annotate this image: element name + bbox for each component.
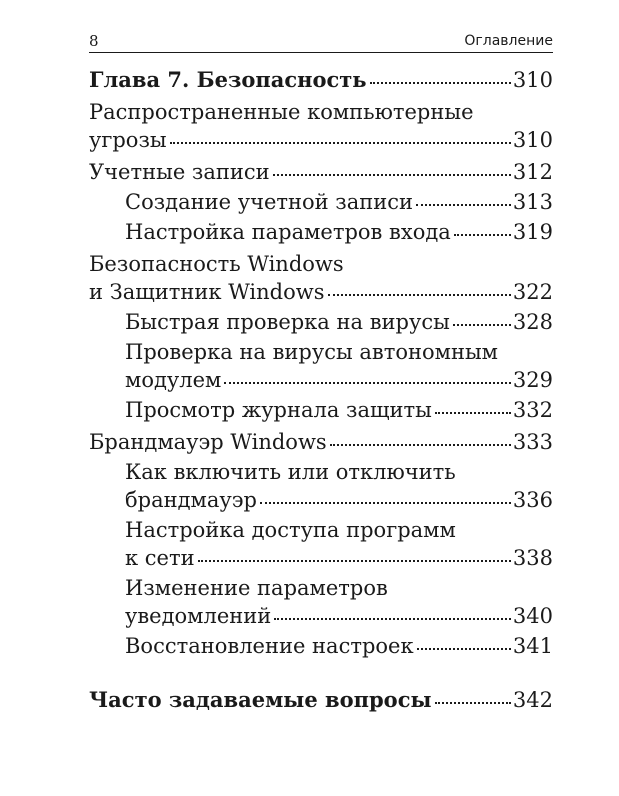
toc-entry-page: 312 <box>512 160 553 184</box>
toc-entry-row <box>125 602 553 630</box>
toc-entry-title: Создание учетной записи <box>125 190 414 214</box>
toc-entry-row <box>125 218 553 246</box>
toc-entry-title-line1: Безопасность Windows <box>89 252 344 276</box>
toc-entry-title: угрозы <box>89 128 167 152</box>
toc-entry-row <box>89 66 553 94</box>
toc-entry-page: 332 <box>512 398 553 422</box>
dot-leader <box>170 142 511 144</box>
toc-entry-page: 328 <box>512 310 553 334</box>
dot-leader <box>454 234 511 236</box>
toc-entry-title: модулем <box>125 368 222 392</box>
dot-leader <box>198 560 511 562</box>
toc-entry-title: Быстрая проверка на вирусы <box>125 310 450 334</box>
dot-leader <box>330 444 511 446</box>
dot-leader <box>417 648 511 650</box>
toc-entry-row <box>89 686 553 714</box>
toc-entry-row <box>89 158 553 186</box>
toc-entry-title-line1: Как включить или отключить <box>125 460 456 484</box>
toc-entry[interactable] <box>89 632 553 660</box>
toc-entry-row <box>125 486 553 514</box>
toc-entry-page: 319 <box>512 220 553 244</box>
toc-entry-row <box>89 126 553 154</box>
toc-entry[interactable] <box>89 396 553 424</box>
toc-entry[interactable] <box>89 308 553 336</box>
toc-entry[interactable] <box>89 458 553 514</box>
toc-entry-page: 342 <box>512 688 553 712</box>
dot-leader <box>260 502 511 504</box>
toc-entry[interactable] <box>89 338 553 394</box>
dot-leader <box>435 412 511 414</box>
dot-leader <box>416 204 511 206</box>
toc-entry-page: 341 <box>512 634 553 658</box>
dot-leader <box>224 382 511 384</box>
toc-entry[interactable] <box>89 66 553 94</box>
toc-entry-page: 310 <box>512 128 553 152</box>
toc-entry[interactable] <box>89 428 553 456</box>
toc-entry-title: уведомлений <box>125 604 272 628</box>
dot-leader <box>328 294 511 296</box>
toc-entry-page: 322 <box>512 280 553 304</box>
toc-entry[interactable] <box>89 188 553 216</box>
toc-entry[interactable] <box>89 574 553 630</box>
dot-leader <box>453 324 511 326</box>
toc-entry-title-line1: Настройка доступа программ <box>125 518 456 542</box>
page-header <box>89 32 553 53</box>
toc-entry[interactable] <box>89 516 553 572</box>
toc-entry-row <box>125 396 553 424</box>
toc-entry-row <box>89 428 553 456</box>
toc-entry-title: к сети <box>125 546 195 570</box>
toc-entry-title: Учетные записи <box>89 160 270 184</box>
toc-entry-title-line1: Распространенные компьютерные <box>89 100 474 124</box>
toc-entry-row <box>125 632 553 660</box>
toc-entry-page: 313 <box>512 190 553 214</box>
toc-entry-page: 336 <box>512 488 553 512</box>
toc-entry-row <box>125 544 553 572</box>
toc-entry-title-line1: Изменение параметров <box>125 576 388 600</box>
toc-entry-title: и Защитник Windows <box>89 280 325 304</box>
dot-leader <box>370 82 511 84</box>
toc-entry-title: Настройка параметров входа <box>125 220 451 244</box>
toc-entry-page: 310 <box>512 68 553 92</box>
table-of-contents <box>89 64 553 714</box>
dot-leader <box>274 618 511 620</box>
toc-entry-page: 340 <box>512 604 553 628</box>
toc-entry-page: 333 <box>512 430 553 454</box>
toc-entry-title: Часто задаваемые вопросы <box>89 687 432 712</box>
toc-entry-row <box>125 308 553 336</box>
toc-entry[interactable] <box>89 686 553 714</box>
running-title: Оглавление <box>464 33 553 49</box>
toc-entry-page: 329 <box>512 368 553 392</box>
toc-entry-title-line1: Проверка на вирусы автономным <box>125 340 498 364</box>
toc-entry-title: Просмотр журнала защиты <box>125 398 432 422</box>
dot-leader <box>435 702 511 704</box>
toc-entry-title: Восстановление настроек <box>125 634 414 658</box>
toc-entry[interactable] <box>89 158 553 186</box>
toc-entry-title: брандмауэр <box>125 488 257 512</box>
toc-entry-row <box>89 278 553 306</box>
page-number: 8 <box>89 32 99 50</box>
dot-leader <box>273 174 511 176</box>
toc-entry-title: Брандмауэр Windows <box>89 430 327 454</box>
toc-entry-page: 338 <box>512 546 553 570</box>
toc-entry[interactable] <box>89 250 553 306</box>
toc-entry-row <box>125 188 553 216</box>
toc-entry[interactable] <box>89 218 553 246</box>
toc-entry[interactable] <box>89 98 553 154</box>
toc-entry-row <box>125 366 553 394</box>
toc-entry-title: Глава 7. Безопасность <box>89 67 367 92</box>
